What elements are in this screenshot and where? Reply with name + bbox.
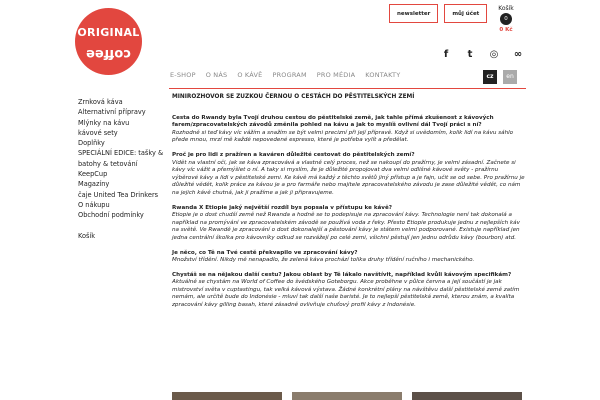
sidebar (78, 97, 166, 241)
nav-divider (169, 88, 526, 89)
original-coffee-logo[interactable] (75, 8, 142, 75)
account-button[interactable]: můj účet (444, 4, 487, 23)
question-2: Proč je pro lidi z pražíren a kaváren důležité cestovat do pěstitelských zemí? (172, 151, 415, 158)
sidebar-item-caje[interactable]: čaje United Tea Drinkers (78, 190, 159, 199)
language-switch (483, 70, 517, 84)
logo-line-1: ORIGINAL (77, 26, 140, 39)
lang-cz[interactable]: cz (483, 70, 497, 84)
cart-label: Košík (498, 5, 514, 12)
sidebar-item-o-nakupu[interactable]: O nákupu (78, 200, 110, 209)
cart-widget[interactable] (492, 5, 520, 33)
logo-line-2: coffee (86, 46, 131, 61)
photo-thumbnail-2 (292, 392, 402, 400)
newsletter-button[interactable]: newsletter (389, 4, 438, 23)
nav-pro-media[interactable]: PRO MÉDIA (316, 71, 356, 79)
cart-icon (500, 13, 512, 25)
article (172, 94, 526, 317)
answer-3: Etiopie je o dost chudší země než Rwanda a hodně se to podepisuje na zpracování kávy. Technologie není tak dokonalá a například na promývání ve zpracovatelském závodě se používá voda z řeky. Přesto Etiopie produkuje jednu z nejlepších káv na světě. Ve Rwandě je zpracování o dost dokonalejší a pěstování kávy je státem velmi podporované. Existuje například jen jedna centrální školka pro kávovníky odkud se rozvážejí po celé zemi, všichni pěstují jen jednu odrůdu kávy (bourbon) atd. (172, 212, 520, 241)
tripadvisor-icon[interactable]: ∞ (513, 49, 523, 60)
sidebar-item-keepcup[interactable]: KeepCup (78, 170, 108, 179)
photo-thumbnail-3 (412, 392, 522, 400)
nav-o-kave[interactable]: O KÁVĚ (237, 71, 263, 79)
answer-1: Rozhodně si teď kávy víc vážím a snažím se být velmi precizní při její přípravě. Když si uvědomím, kolik lidí na kávu sáhlo přede mnou, mrzí mě každé nepovedené espresso, které je potřeba vylít a předělat. (172, 129, 514, 144)
nav-o-nas[interactable]: O NÁS (205, 71, 228, 79)
nav-program[interactable]: PROGRAM (272, 71, 307, 79)
nav-kontakty[interactable]: KONTAKTY (365, 71, 401, 79)
question-1: Cesta do Rwandy byla Tvojí druhou cestou do pěstitelské země, jak tahle přímá zkušenost z kávových farem/zpracovatelských závodů změnila pohled na kávu a jak to myslíš ovlivní dál Tvojí práci s ní? (172, 114, 494, 129)
answer-4: Množství třídění. Nikdy mě nenapadlo, že zelená káva prochází tolika druhy třídění ručního i mechanického. (172, 257, 475, 264)
answer-2: Vidět na vlastní oči, jak se káva zpracovává a vlastně celý proces, než se nakoupí do pražírny, je velmi zásadní. Začnete si kávy víc vážit a přemýšlet o ní. A taky si myslím, že je důležité propojovat dva velmi odlišné kávové světy - pražírnu výběrové kávy a lidi v pěstitelské zemi. Ke kávě má každý z těchto světů jiný přístup a je fajn, učit se od sebe. Pro pražírnu je důležité vědět, kolik práce za kávou je a pro farmáře nebo majitele zpracovatelského závodu je zase důležité vědět, co nám na jejich kávě chutná, jak ji pražíme a jak ji připravujeme. (172, 159, 525, 196)
sidebar-item-magaziny[interactable]: Magazíny (78, 180, 110, 189)
sidebar-item-alternativni-pripravy[interactable]: Alternativní přípravy (78, 108, 146, 117)
cart-count: 0 (504, 16, 508, 22)
sidebar-item-zrnkova-kava[interactable]: Zrnková káva (78, 98, 123, 106)
article-title: MINIROZHOVOR SE ZUZKOU ČERNOU O CESTÁCH DO PĚSTITELSKÝCH ZEMÍ (172, 94, 415, 100)
sidebar-item-kavove-sety[interactable]: kávové sety (78, 128, 118, 137)
lang-en[interactable]: en (503, 70, 517, 84)
facebook-icon[interactable]: f (443, 49, 449, 60)
instagram-icon[interactable]: ◎ (489, 49, 499, 60)
main-nav (170, 71, 400, 79)
question-4: Je něco, co Tě na Tvé cestě překvapilo ve zpracování kávy? (172, 249, 358, 256)
top-buttons (389, 4, 487, 23)
question-3: Rwanda X Etiopie jaký největší rozdíl bys popsala v přístupu ke kávě? (172, 204, 392, 211)
sidebar-item-specialni-edice[interactable]: SPECIÁLNÍ EDICE: tašky & batohy & tetování (78, 149, 164, 168)
answer-5: Aktuálně se chystám na World of Coffee do švédského Goteborgu. Akce proběhne v půlce června a její součástí je jak mistrovství světa v cuptastingu, tak velká kávová výstava. Žádné konkrétní plány na návštěvu další pěstitelské země zatím nemám, ale určitě bude do Indonésie - mluví tak další naše baristé. Je to nejlepší pěstitelská země, kterou znám, a kvalita zpracování kávy gilling basah, které zásadně ovlivňuje chuťový profil kávy z Indonésie. (172, 279, 520, 309)
sidebar-item-mlynky[interactable]: Mlýnky na kávu (78, 118, 130, 127)
social-links (441, 49, 523, 60)
sidebar-spacer (78, 221, 166, 231)
sidebar-item-doplnky[interactable]: Doplňky (78, 139, 105, 148)
sidebar-item-obchodni-podminky[interactable]: Obchodní podmínky (78, 211, 144, 220)
twitter-icon[interactable]: t (467, 49, 473, 60)
cart-price: 0 Kč (499, 27, 513, 33)
nav-eshop[interactable]: E-SHOP (170, 71, 196, 79)
sidebar-cart-link[interactable]: Košík (78, 231, 96, 240)
question-5: Chystáš se na nějakou další cestu? Jakou oblast by Tě lákalo navštívit, například kvůli kávovým specifikám? (172, 271, 512, 278)
photo-thumbnail-1 (172, 392, 282, 400)
